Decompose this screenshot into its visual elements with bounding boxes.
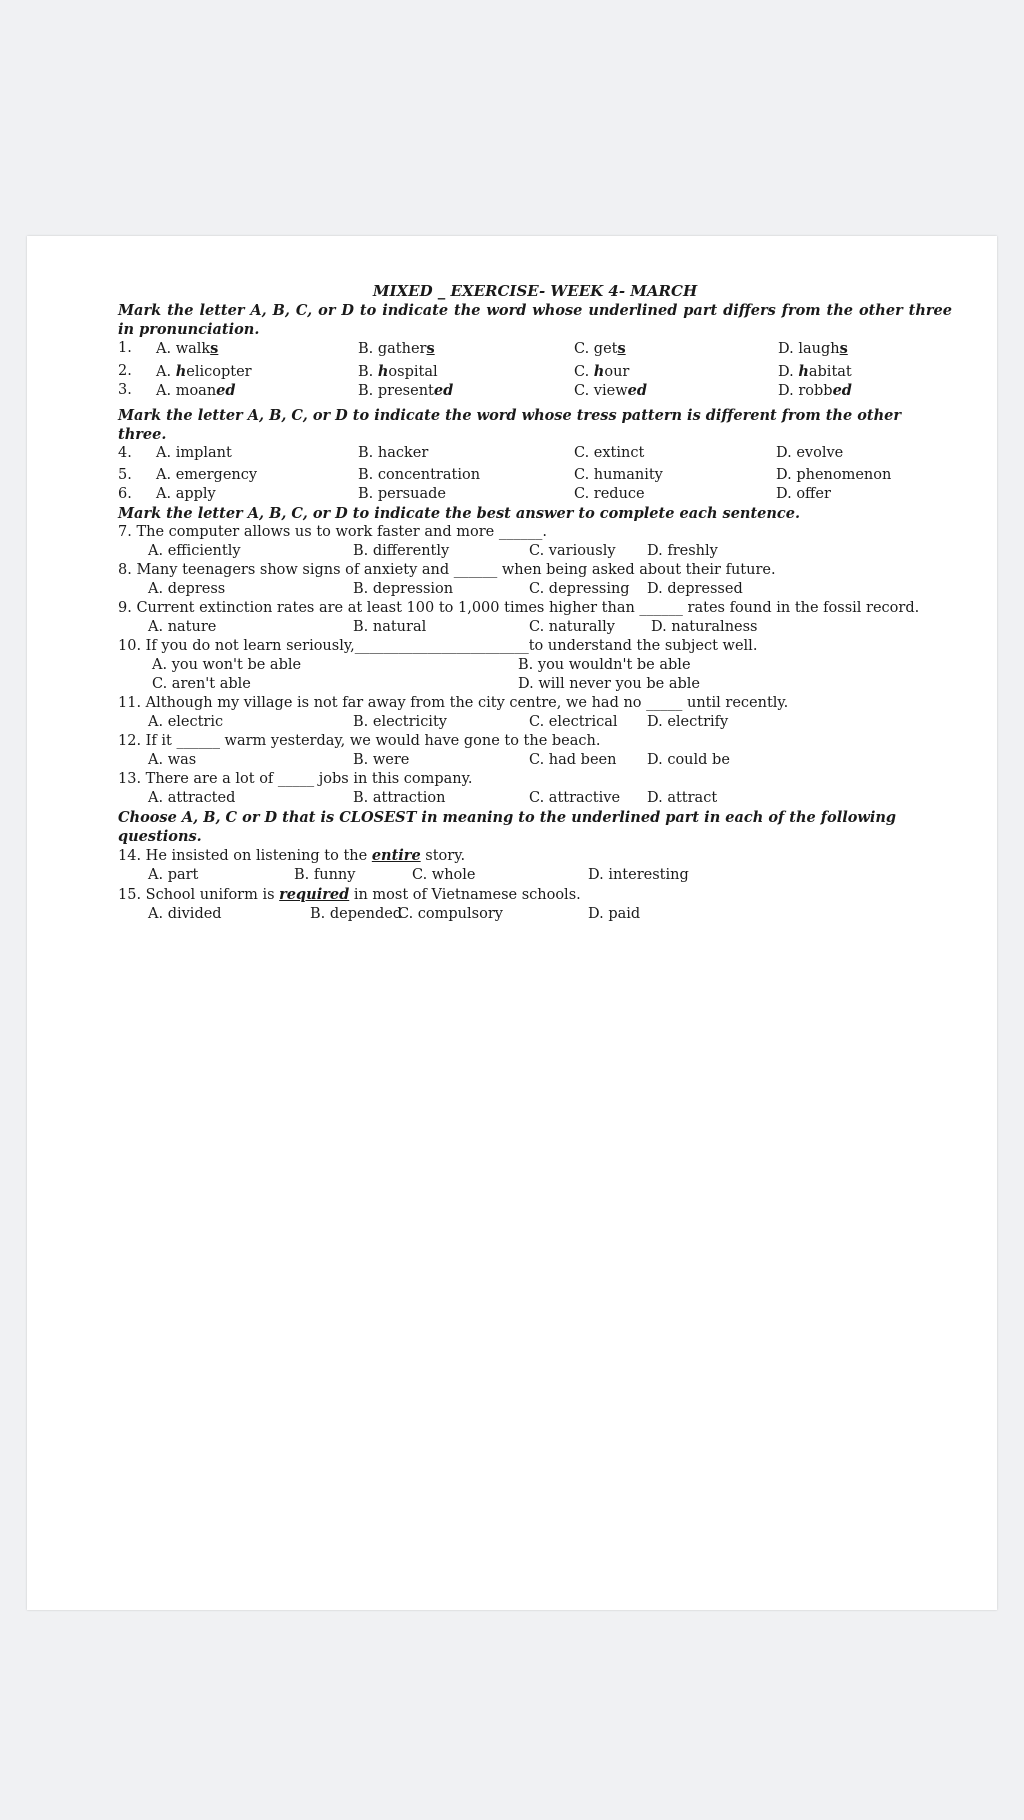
option-b: B. concentration — [358, 467, 481, 483]
option-b: B. hospital — [358, 363, 438, 380]
option-d: D. evolve — [776, 445, 844, 461]
question-number: 2. — [118, 363, 132, 379]
option-a: A. electric — [148, 714, 224, 730]
option-d: D. could be — [647, 752, 730, 768]
option-b: B. electricity — [353, 714, 447, 730]
option-c: C. reduce — [574, 486, 645, 502]
option-a: A. moaned — [156, 382, 236, 399]
option-a: A. part — [148, 867, 199, 883]
option-c: C. had been — [529, 752, 617, 768]
options-row — [118, 905, 952, 924]
option-b: B. gathers — [358, 340, 435, 357]
option-b: B. depression — [353, 581, 454, 597]
question-number: 6. — [118, 486, 132, 502]
question-row — [118, 339, 952, 358]
option-b: B. were — [353, 752, 410, 768]
option-c: C. compulsory — [398, 906, 503, 922]
option-c: C. humanity — [574, 467, 663, 483]
options-row — [118, 580, 952, 599]
option-a: A. emergency — [156, 467, 258, 483]
option-a: A. attracted — [148, 790, 236, 806]
question-number: 1. — [118, 340, 132, 356]
option-b: B. natural — [353, 619, 427, 635]
question-text: 13. There are a lot of _____ jobs in this company. — [118, 771, 473, 787]
options-row — [118, 618, 952, 637]
section-instruction-pronunciation: Mark the letter A, B, C, or D to indicate the word whose underlined part differs from the other three in pronunciation. — [118, 302, 952, 338]
option-a: A. divided — [148, 906, 222, 922]
question-row — [118, 381, 952, 400]
option-d: D. offer — [776, 486, 831, 502]
section-instruction-closest-meaning: Choose A, B, C or D that is CLOSEST in meaning to the underlined part in each of the following questions. — [118, 809, 897, 845]
option-a: A. you won't be able — [152, 657, 302, 673]
question-number: 3. — [118, 382, 132, 398]
option-b: B. funny — [294, 867, 356, 883]
option-b: B. differently — [353, 543, 450, 559]
option-c: C. hour — [574, 363, 630, 380]
option-d: D. depressed — [647, 581, 743, 597]
option-b: B. presented — [358, 382, 454, 399]
option-b: B. hacker — [358, 445, 429, 461]
option-d: D. interesting — [588, 867, 689, 883]
question-number: 4. — [118, 445, 132, 461]
option-b: B. you wouldn't be able — [518, 657, 691, 673]
option-a: A. depress — [148, 581, 226, 597]
options-row — [118, 866, 952, 885]
option-a: A. was — [148, 752, 197, 768]
option-c: C. gets — [574, 340, 626, 357]
page-title: MIXED _ EXERCISE- WEEK 4- MARCH — [372, 282, 698, 300]
option-b: B. depended — [310, 906, 403, 922]
option-c: C. naturally — [529, 619, 615, 635]
options-row — [118, 751, 952, 770]
question-row — [118, 485, 952, 504]
question-text: 10. If you do not learn seriously,________________________to understand the subject well. — [118, 638, 758, 654]
option-d: D. phenomenon — [776, 467, 892, 483]
option-a: A. nature — [148, 619, 217, 635]
underlined-word: required — [279, 886, 350, 903]
option-b: B. persuade — [358, 486, 446, 502]
question-text: 7. The computer allows us to work faster and more ______. — [118, 524, 547, 540]
option-c: C. variously — [529, 543, 616, 559]
option-d: D. paid — [588, 906, 641, 922]
option-c: C. depressing — [529, 581, 630, 597]
question-number: 5. — [118, 467, 132, 483]
option-a: A. apply — [156, 486, 216, 502]
options-row — [118, 656, 952, 675]
option-c: C. aren't able — [152, 676, 251, 692]
question-text: 11. Although my village is not far away from the city centre, we had no _____ until recently. — [118, 695, 789, 711]
options-row — [118, 713, 952, 732]
question-row — [118, 466, 952, 485]
options-row — [118, 542, 952, 561]
option-c: C. viewed — [574, 382, 647, 399]
question-text: 15. School uniform is required in most of Vietnamese schools. — [118, 886, 581, 903]
section-instruction-sentence: Mark the letter A, B, C, or D to indicate the best answer to complete each sentence. — [118, 505, 801, 522]
option-c: C. attractive — [529, 790, 621, 806]
option-a: A. implant — [156, 445, 232, 461]
option-a: A. efficiently — [148, 543, 241, 559]
option-c: C. extinct — [574, 445, 645, 461]
option-c: C. electrical — [529, 714, 618, 730]
option-c: C. whole — [412, 867, 476, 883]
option-d: D. habitat — [778, 363, 852, 380]
option-d: D. naturalness — [651, 619, 758, 635]
option-d: D. electrify — [647, 714, 729, 730]
question-text: 8. Many teenagers show signs of anxiety and ______ when being asked about their future. — [118, 562, 776, 578]
question-row — [118, 444, 952, 463]
option-a: A. walks — [156, 340, 219, 357]
option-b: B. attraction — [353, 790, 446, 806]
document-page — [27, 236, 997, 1610]
option-d: D. will never you be able — [518, 676, 700, 692]
underlined-word: entire — [371, 847, 421, 864]
options-row — [118, 789, 952, 808]
option-d: D. robbed — [778, 382, 852, 399]
question-text: 14. He insisted on listening to the entire story. — [118, 847, 466, 864]
option-d: D. attract — [647, 790, 718, 806]
question-text: 9. Current extinction rates are at least 100 to 1,000 times higher than ______ rates found in the fossil record. — [118, 600, 920, 616]
question-row — [118, 362, 952, 381]
options-row — [118, 675, 952, 694]
option-d: D. freshly — [647, 543, 718, 559]
option-d: D. laughs — [778, 340, 848, 357]
question-text: 12. If it ______ warm yesterday, we would have gone to the beach. — [118, 733, 601, 749]
option-a: A. helicopter — [156, 363, 252, 380]
document-content — [118, 282, 952, 924]
section-instruction-stress: Mark the letter A, B, C, or D to indicate the word whose tress pattern is different from the other three. — [118, 407, 902, 443]
